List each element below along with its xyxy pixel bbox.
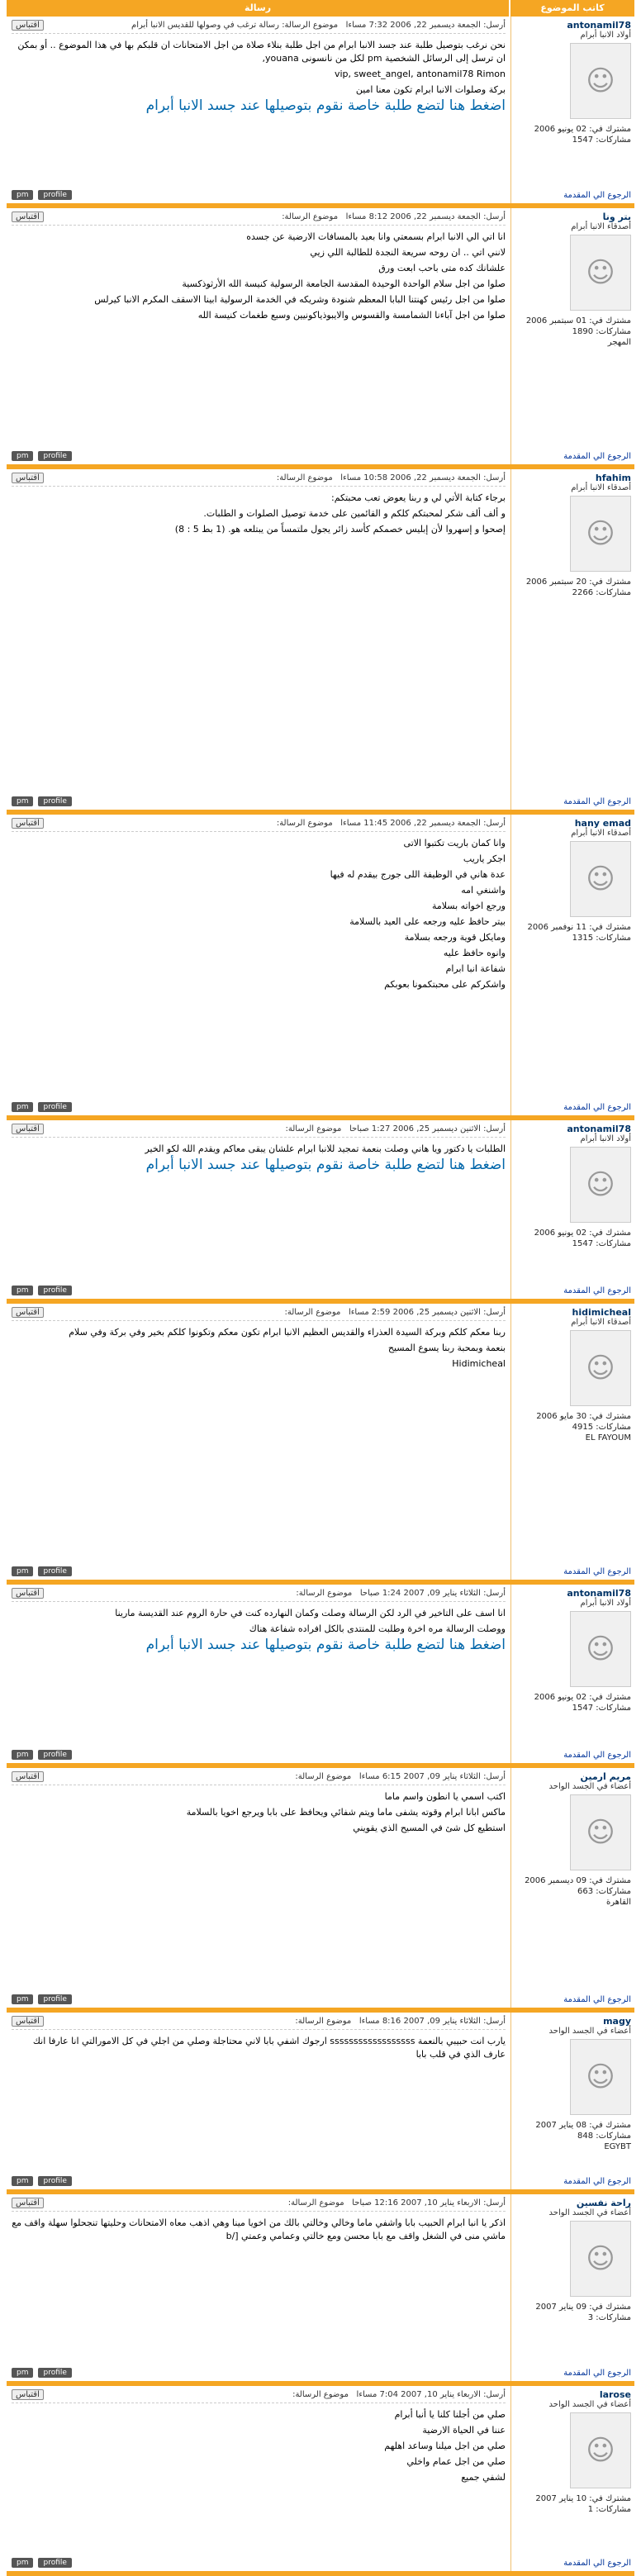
post-line: ربنا معكم كلكم وبركة السيدة العذراء والقديس العظيم الانبا ابرام تكون معكم وتكونوا كلكم بخير وفي بركة وفي سلام [69,1327,506,1338]
post-info: أرسل: الاربعاء يناير 10, 2007 7:04 مساءا موضوع الرسالة: [292,2390,506,2399]
avatar [570,841,631,917]
avatar-icon: ☺ [586,1168,615,1201]
post-line: نحن نرغب بتوصيل طلبة عند جسد الانبا ابرام من اجل طلبة بنلاء صلاة من اجل الامتحانات ان قلبكم بها في هذا الموضوع .. أو بمكن ان ترسل إلى الرسائل الشخصية pm لكل من نانسونى youana, [17,40,506,64]
join-date: 09 ديسمبر 2006 [525,1876,587,1885]
avatar-icon: ☺ [586,863,615,896]
user-meta: مشترك في: 09 يناير 2007 مشاركات: 3 [535,2303,631,2322]
post-info: أرسل: الاثنين ديسمبر 25, 2006 1:27 صباحا موضوع الرسالة: [285,1124,506,1134]
forum-post [7,208,634,469]
quote-button[interactable]: اقتباس [12,2198,44,2208]
username[interactable]: hany emad [574,818,631,829]
pm-button[interactable]: pm [12,2368,33,2378]
post-count: 2266 [572,588,594,597]
post-info: أرسل: الاثنين ديسمبر 25, 2006 2:59 مساءا موضوع الرسالة: [284,1308,506,1317]
user-meta: مشترك في: 09 ديسمبر 2006 مشاركات: 663 القاهرة [525,1876,631,1907]
forum-post [7,2386,634,2576]
back-to-top-link[interactable]: الرجوع الي المقدمة [563,1103,631,1112]
post-line: ماكس ابانا ابرام وقوته يشفى ماما ويتم شفائي ويحافظ على بابا ويرجع اخويا بالسلامة [186,1807,506,1818]
quote-button[interactable]: اقتباس [12,1124,44,1134]
post-header [12,20,506,34]
post-line: بنعمة وبمحبة ربنا يسوع المسيح [387,1343,506,1353]
post-count: 1315 [572,934,594,943]
join-date: 10 يناير 2007 [535,2494,587,2503]
post-date: الثلاثاء يناير 09, 2007 1:24 صباحا [359,1589,481,1598]
username[interactable]: larose [599,2389,631,2400]
post-footer [12,1750,72,1760]
back-to-top-link[interactable]: الرجوع الي المقدمة [563,452,631,461]
post-text [12,2035,506,2061]
post-count: 848 [577,2132,594,2141]
post-line: عدة هاني في الوظيفة اللى جورج بيقدم له فيها [330,869,506,880]
user-rank: أصدقاء الانبا أبرام [571,829,631,838]
pm-button[interactable]: pm [12,451,33,461]
post-header [12,2389,506,2403]
post-date: الاثنين ديسمبر 25, 2006 2:59 مساءا [348,1308,481,1317]
post-line: انا اتي الي الانبا ابرام بسمعتي وانا بعيد بالمسافات الارضية عن جسده [246,231,506,242]
quote-button[interactable]: اقتباس [12,1307,44,1318]
post-footer [12,2176,72,2186]
pm-button[interactable]: pm [12,1994,33,2004]
post-footer [12,451,72,461]
back-to-top-link[interactable]: الرجوع الي المقدمة [563,191,631,200]
post-author-panel [510,2386,634,2571]
join-date: 02 يونيو 2006 [534,1693,587,1702]
author-column-header: كاتب الموضوع [509,0,634,17]
forum-post [7,815,634,1120]
post-line: لانني اتي .. ان روحه سريعة النجدة للطالبة اللي زيي [310,247,506,258]
message-column-header: رسالة [7,0,509,17]
post-text [12,2408,506,2484]
post-author-panel [510,2194,634,2381]
post-line: واشنغي امه [461,885,506,896]
post-line: لشفي جميع [461,2472,506,2483]
avatar [570,1611,631,1687]
post-footer [12,190,72,200]
special-request-link[interactable]: اضغط هنا لتضع طلبة خاصة نقوم بتوصيلها عند جسد الانبا أبرام [145,1637,506,1653]
quote-button[interactable]: اقتباس [12,1588,44,1599]
post-text [12,231,506,322]
back-to-top-link[interactable]: الرجوع الي المقدمة [563,2369,631,2378]
location: EGYBT [604,2142,631,2151]
pm-button[interactable]: pm [12,2176,33,2186]
join-date: 02 يونيو 2006 [534,125,587,134]
post-date: الثلاثاء يناير 09, 2007 8:16 مساءا [358,2017,481,2026]
post-count: 1547 [572,1239,594,1248]
join-date: 01 سبتمبر 2006 [525,316,587,326]
post-info: أرسل: الثلاثاء يناير 09, 2007 1:24 صباحا موضوع الرسالة: [296,1589,506,1598]
quote-button[interactable]: اقتباس [12,2016,44,2027]
username[interactable]: hfahim [595,473,631,483]
post-text [12,1143,506,1172]
post-author-panel [510,1304,634,1580]
user-meta: مشترك في: 01 سبتمبر 2006 مشاركات: 1890 المهجر [525,316,631,347]
pm-button[interactable]: pm [12,1102,33,1112]
user-rank: أولاد الانبا أبرام [580,1599,631,1608]
quote-button[interactable]: اقتباس [12,2389,44,2400]
forum-thread [7,0,634,2576]
forum-post [7,1120,634,1304]
forum-post [7,1585,634,1768]
post-line: الطلبات يا دكتور ويا هاني وصلت بنعمة تمجيد للانبا ابرام علشان يبقى معاكم ويقدم الله لكو الخير [145,1143,506,1154]
quote-button[interactable]: اقتباس [12,20,44,31]
post-info: أرسل: الجمعة ديسمبر 22, 2006 11:45 مساءا موضوع الرسالة: [276,819,506,828]
post-text [12,1326,506,1371]
post-header [12,1588,506,1602]
post-author-panel [510,469,634,810]
avatar [570,1147,631,1223]
post-author-panel [510,208,634,464]
avatar [570,1330,631,1406]
post-line: صلي من اجل ميلنا وساعد اهلهم [384,2441,506,2451]
forum-post [7,469,634,815]
profile-button[interactable]: profile [38,1750,71,1760]
post-body [7,2194,510,2381]
join-date: 20 سبتمبر 2006 [525,577,587,587]
post-body [7,1120,510,1299]
post-date: الاثنين ديسمبر 25, 2006 1:27 صباحا [349,1124,481,1134]
avatar-icon: ☺ [586,2434,615,2467]
post-body [7,469,510,810]
post-body [7,208,510,464]
back-to-top-link[interactable]: الرجوع الي المقدمة [563,2177,631,2186]
post-date: الثلاثاء يناير 09, 2007 6:15 مساءا [358,1772,481,1781]
avatar-icon: ☺ [586,64,615,97]
post-date: الجمعة ديسمبر 22, 2006 7:32 مساءا [345,21,481,30]
user-rank: أعضاء في الجسد الواحد [548,2027,631,2036]
back-to-top-link[interactable]: الرجوع الي المقدمة [563,1995,631,2004]
avatar-icon: ☺ [586,517,615,550]
forum-post [7,2013,634,2194]
post-info: أرسل: الثلاثاء يناير 09, 2007 8:16 مساءا موضوع الرسالة: [295,2017,506,2026]
special-request-link[interactable]: اضغط هنا لتضع طلبة خاصة نقوم بتوصيلها عند جسد الانبا أبرام [145,1157,506,1173]
post-info: أرسل: الجمعة ديسمبر 22, 2006 7:32 مساءا موضوع الرسالة: رسالة ترغب في وصولها للقديس الانبا أبرام [131,21,506,30]
post-line: اكتب اسمي يا انطون واسم ماما [384,1791,506,1802]
forum-post [7,1768,634,2013]
avatar [570,2221,631,2297]
post-header [12,2198,506,2212]
user-rank: أولاد الانبا أبرام [580,31,631,40]
profile-button[interactable]: profile [38,2176,71,2186]
post-subject: رسالة ترغب في وصولها للقديس الانبا أبرام [131,21,279,30]
post-date: الجمعة ديسمبر 22, 2006 10:58 مساءا [340,473,481,482]
post-footer [12,1566,72,1576]
pm-button[interactable]: pm [12,2558,33,2568]
post-line: بيتر حافظ عليه ورجعه على العيد بالسلامة [349,916,506,927]
location: EL FAYOUM [585,1433,631,1442]
post-count: 1890 [572,327,594,336]
user-rank: أصدقاء الانبا أبرام [571,483,631,492]
post-line: اجكر ياريب [463,853,506,864]
post-text [12,1790,506,1835]
post-header [12,2016,506,2030]
location: القاهرة [606,1898,631,1907]
post-date: الاربعاء يناير 10, 2007 12:16 صباحا [352,2198,481,2208]
user-meta: مشترك في: 02 يونيو 2006 مشاركات: 1547 [534,125,631,145]
post-line: وانوه حافظ عليه [443,948,506,958]
username[interactable]: hidimicheal [572,1307,631,1318]
username[interactable]: magy [603,2016,631,2027]
post-count: 1547 [572,1704,594,1713]
avatar [570,43,631,119]
post-line: عننا في الحياة الارضية [422,2425,506,2436]
post-info: أرسل: الاربعاء يناير 10, 2007 12:16 صباحا موضوع الرسالة: [287,2198,506,2208]
back-to-top-link[interactable]: الرجوع الي المقدمة [563,797,631,806]
location: المهجر [607,338,631,347]
post-date: الجمعة ديسمبر 22, 2006 11:45 مساءا [340,819,481,828]
post-line: وانا كمان باريت تكتبوا الاتى [403,838,506,848]
profile-button[interactable]: profile [38,1994,71,2004]
post-line: Hidimicheal [452,1358,506,1369]
post-count: 1 [587,2505,594,2514]
profile-button[interactable]: profile [38,1286,71,1295]
pm-button[interactable]: pm [12,796,33,806]
post-count: 663 [577,1887,594,1896]
avatar-icon: ☺ [586,256,615,289]
post-list [7,17,634,2576]
post-line: ورجع اخواته بسلامة [431,901,506,911]
back-to-top-link[interactable]: الرجوع الي المقدمة [563,1751,631,1760]
avatar-icon: ☺ [586,2060,615,2094]
post-line: استطيع كل شئ في المسيح الذي يقويني [353,1823,506,1833]
post-header [12,1307,506,1321]
back-to-top-link[interactable]: الرجوع الي المقدمة [563,2559,631,2568]
quote-button[interactable]: اقتباس [12,473,44,483]
post-line: صلوا من اجل رئيس كهنتنا البابا المعظم شنودة وشريكه في الخدمة الرسولية ابينا الاسقف المكرم الانبا كيرلس [94,294,506,305]
post-line: اذكر يا انبا ابرام الحبيب بابا واشفي ماما وخالي وخالتي بالك من اخويا مينا وهي اذهب معاه الامتحانات وحليتها تنجحلوا سهلة واقف مع ماشي منى في الشغل واقف مع بابا محسن ومع خالتي وعمامي وعمتي [/b [12,2217,506,2241]
post-text [12,837,506,991]
profile-button[interactable]: profile [38,190,71,200]
avatar-icon: ☺ [586,1352,615,1385]
back-to-top-link[interactable]: الرجوع الي المقدمة [563,1567,631,1576]
avatar-icon: ☺ [586,2242,615,2275]
post-line: ومايكل قوية ورجعه بسلامة [404,932,506,943]
post-footer [12,2368,72,2378]
profile-button[interactable]: profile [38,1566,71,1576]
post-header [12,1124,506,1138]
post-info: أرسل: الثلاثاء يناير 09, 2007 6:15 مساءا موضوع الرسالة: [295,1772,506,1781]
post-line: ووصلت الرسالة مره اخرة وطلبت للمنتدى بالكل افراده شفاعة هناك [249,1623,506,1634]
post-body [7,815,510,1115]
user-rank: أولاد الانبا أبرام [580,1134,631,1143]
post-text [12,1607,506,1652]
username[interactable]: antonamil78 [567,1124,631,1134]
post-count: 4915 [572,1423,594,1432]
post-author-panel [510,17,634,203]
username[interactable]: بتر ونا [602,211,631,222]
pm-button[interactable]: pm [12,1566,33,1576]
join-date: 09 يناير 2007 [535,2303,587,2312]
post-date: الاربعاء يناير 10, 2007 7:04 مساءا [356,2390,481,2399]
post-header [12,818,506,832]
post-line: يارب انت حبيبي بالنعمة ssssssssssssssssss ارجوك اشفي بابا لاني محتاجلة وصلي من اجلي في كل الامورالتي انا عارفا انك عارف الذي في قلب بابا [32,2036,506,2060]
post-footer [12,796,72,806]
post-line: انا اسف على التاخير في الرد لكن الرسالة وصلت وكمان النهارده كنت في حارة الروم عند القديسة مارينا [115,1608,506,1618]
post-author-panel [510,815,634,1115]
post-line: صلوا من اجل آباءنا الشمامسة والقسوس والايبوذياكونيين وسبع طغمات كنيسة الله [197,310,506,321]
join-date: 08 يناير 2007 [535,2121,587,2130]
user-rank: أعضاء في الجسد الواحد [548,1782,631,1791]
avatar [570,2412,631,2488]
username[interactable]: مريم ارمين [580,1771,631,1782]
post-date: الجمعة ديسمبر 22, 2006 8:12 مساءا [345,212,481,221]
profile-button[interactable]: profile [38,451,71,461]
post-text [12,2217,506,2243]
post-line: شفاعة انبا ابرام [445,963,506,974]
post-author-panel [510,2013,634,2189]
user-meta: مشترك في: 02 يونيو 2006 مشاركات: 1547 [534,1229,631,1248]
pm-button[interactable]: pm [12,190,33,200]
avatar [570,496,631,572]
profile-button[interactable]: profile [38,1102,71,1112]
quote-button[interactable]: اقتباس [12,1771,44,1782]
post-footer [12,1286,72,1295]
user-rank: أصدقاء الانبا أبرام [571,1318,631,1327]
post-author-panel [510,1585,634,1763]
post-line: صلي من اجل عمام واخلي [406,2456,506,2467]
forum-post [7,2194,634,2386]
user-rank: أعضاء في الجسد الواحد [548,2208,631,2217]
post-line: vip, sweet_angel, antonamil78 Rimon [334,69,506,79]
post-text [12,39,506,112]
table-header [7,0,634,17]
avatar-icon: ☺ [586,1633,615,1666]
join-date: 11 نوفمبر 2006 [527,923,587,932]
username[interactable]: antonamil78 [567,20,631,31]
post-line: بركة وصلوات الانبا ابرام تكون معنا امين [355,84,506,95]
post-line: صلوا من اجل سلام الواحدة الوحيدة المقدسة الجامعة الرسولية كنيسة الله الأرثوذكسية [182,278,506,289]
post-info: أرسل: الجمعة ديسمبر 22, 2006 8:12 مساءا موضوع الرسالة: [282,212,506,221]
user-meta: مشترك في: 10 يناير 2007 مشاركات: 1 [535,2494,631,2514]
post-line: واشكركم على محبتكمونا بعوبكم [384,979,506,990]
post-info: أرسل: الجمعة ديسمبر 22, 2006 10:58 مساءا موضوع الرسالة: [276,473,506,482]
avatar [570,2039,631,2115]
avatar [570,1794,631,1870]
profile-button[interactable]: profile [38,2368,71,2378]
post-header [12,211,506,226]
post-header [12,473,506,487]
post-line: و ألف ألف شكر لمحبتكم كلكم و القائمين على خدمة توصيل الصلوات و الطلبات. [203,508,506,519]
avatar-icon: ☺ [586,1816,615,1849]
forum-post [7,1304,634,1585]
post-body [7,17,510,203]
post-line: علشانك كده متى باحب ابعت ورق [378,263,506,273]
quote-button[interactable]: اقتباس [12,818,44,829]
user-rank: أصدقاء الانبا أبرام [571,222,631,231]
user-meta: مشترك في: 08 يناير 2007 مشاركات: 848 EGYBT [535,2121,631,2151]
back-to-top-link[interactable]: الرجوع الي المقدمة [563,1286,631,1295]
post-line: برجاء كتابة الأتي لي و ربنا يعوض تعب محبتكم: [331,492,506,503]
post-count: 1547 [572,135,594,145]
post-body [7,1768,510,2008]
post-body [7,2013,510,2189]
post-footer [12,1994,72,2004]
forum-post [7,17,634,208]
special-request-link[interactable]: اضغط هنا لتضع طلبة خاصة نقوم بتوصيلها عند جسد الانبا أبرام [145,97,506,114]
user-meta: مشترك في: 11 نوفمبر 2006 مشاركات: 1315 [527,923,631,943]
user-rank: أعضاء في الجسد الواحد [548,2400,631,2409]
user-meta: مشترك في: 30 مايو 2006 مشاركات: 4915 EL FAYOUM [536,1412,631,1442]
post-author-panel [510,1768,634,2008]
post-line: إصحوا و إسهروا لأن إبليس خصمكم كأسد زائر يجول ملتمساً من يبتلعه هو. (1 بط 5 : 8) [174,524,506,535]
post-footer [12,1102,72,1112]
join-date: 02 يونيو 2006 [534,1229,587,1238]
post-count: 3 [587,2313,594,2322]
post-body [7,2386,510,2571]
user-meta: مشترك في: 02 يونيو 2006 مشاركات: 1547 [534,1693,631,1713]
profile-button[interactable]: profile [38,2558,71,2568]
profile-button[interactable]: profile [38,796,71,806]
post-author-panel [510,1120,634,1299]
user-meta: مشترك في: 20 سبتمبر 2006 مشاركات: 2266 [525,577,631,597]
username[interactable]: antonamil78 [567,1588,631,1599]
post-text [12,492,506,536]
avatar [570,235,631,311]
post-header [12,1771,506,1785]
post-body [7,1585,510,1763]
pm-button[interactable]: pm [12,1750,33,1760]
pm-button[interactable]: pm [12,1286,33,1295]
quote-button[interactable]: اقتباس [12,211,44,222]
username[interactable]: راحة نفسين [576,2198,631,2208]
post-body [7,1304,510,1580]
join-date: 30 مايو 2006 [536,1412,587,1421]
post-line: صلي من أجلنا كلنا يا أنبا أبرام [394,2409,506,2420]
